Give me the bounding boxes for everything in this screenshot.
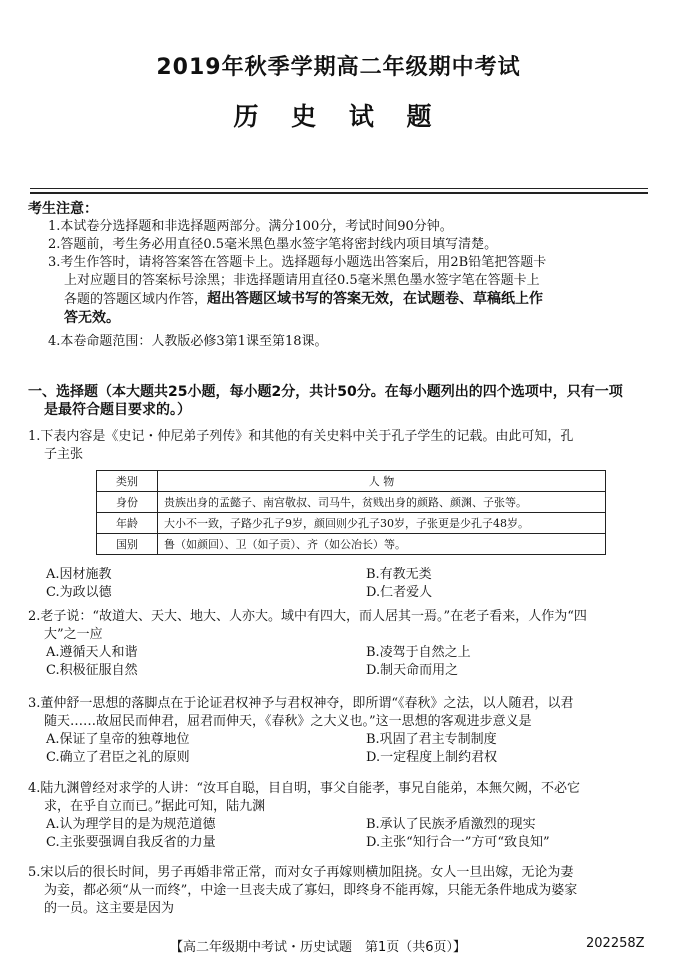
option: D.一定程度上制约君权 [366, 750, 498, 765]
question-stem: 5.宋以后的很长时间，男子再婚非常正常，而对女子再嫁则横加阻挠。女人一旦出嫁，无论为妻 [28, 865, 574, 880]
table-cell: 鲁（如颜回）、卫（如子贡）、齐（如公冶长）等。 [158, 534, 606, 555]
divider-thin [30, 188, 648, 189]
notice-item-cont [28, 290, 653, 309]
table-cell: 国别 [97, 534, 158, 555]
question-stem: 求，在乎自立而已。”据此可知，陆九渊 [44, 799, 266, 814]
table-row [97, 513, 606, 534]
notice-emphasis: 超出答题区域书写的答案无效，在试题卷、草稿纸上作 [207, 291, 544, 307]
section-line: 是最符合题目要求的。） [44, 402, 191, 418]
table-cell: 年龄 [97, 513, 158, 534]
option: D.制天命而用之 [366, 663, 459, 678]
section-heading [28, 383, 653, 419]
question-4 [28, 780, 653, 852]
question-stem: 4.陆九渊曾经对求学的人讲：“汝耳自聪，目自明，事父自能孝，事兄自能弟，本無欠阙，不必它 [28, 781, 581, 796]
option: A.认为理学目的是为规范道德 [46, 817, 216, 832]
option: A.保证了皇帝的独尊地位 [46, 732, 190, 747]
option: C.积极征服自然 [46, 663, 138, 678]
question-2 [28, 608, 653, 680]
notice-item-cont: 上对应题目的答案标号涂黑；非选择题请用直径0.5毫米黑色墨水签字笔在答题卡上 [64, 273, 540, 288]
table-cell: 身份 [97, 492, 158, 513]
notice-item: 3.考生作答时，请将答案答在答题卡上。选择题每小题选出答案后，用2B铅笔把答题卡 [48, 255, 547, 270]
table-row [97, 534, 606, 555]
question-stem: 的一员。这主要是因为 [44, 901, 175, 916]
subject-title: 历 史 试 题 [233, 102, 444, 131]
question-stem: 大”之一应 [44, 627, 103, 642]
option: C.为政以德 [46, 585, 112, 600]
option: B.承认了民族矛盾激烈的现实 [366, 817, 536, 832]
notice-heading: 考生注意： [28, 201, 98, 217]
question-1 [28, 428, 653, 464]
divider-thick [30, 192, 648, 194]
table-cell: 大小不一致，子路少孔子9岁，颜回则少孔子30岁，子张更是少孔子48岁。 [158, 513, 606, 534]
table-cell: 贵族出身的孟懿子、南宫敬叔、司马牛，贫贱出身的颜路、颜渊、子张等。 [158, 492, 606, 513]
question-stem: 子主张 [44, 447, 84, 462]
option: B.凌驾于自然之上 [366, 645, 471, 660]
option: B.有教无类 [366, 567, 432, 582]
notice-section [28, 200, 653, 351]
option: C.确立了君臣之礼的原则 [46, 750, 190, 765]
question-1-options [28, 566, 653, 602]
notice-item: 2.答题前，考生务必用直径0.5毫米黑色墨水签字笔将密封线内项目填写清楚。 [48, 237, 498, 252]
table-header-cell: 人 物 [158, 471, 606, 492]
option: B.巩固了君主专制制度 [366, 732, 497, 747]
notice-item: 4.本卷命题范围：人教版必修3第1课至第18课。 [48, 334, 328, 349]
student-records-table [96, 470, 606, 555]
question-stem: 为妾，都必须“从一而终”，中途一旦丧夫成了寡妇，即终身不能再嫁，只能无条件地成为婆家 [44, 883, 578, 898]
table-row [97, 492, 606, 513]
notice-item: 1.本试卷分选择题和非选择题两部分。满分100分，考试时间90分钟。 [48, 219, 453, 234]
footer-code: 202258Z [586, 936, 645, 951]
footer-page-info: 【高二年级期中考试・历史试题 第1页（共6页）】 [170, 940, 467, 955]
question-5 [28, 864, 653, 918]
section-line: 一、选择题（本大题共25小题，每小题2分，共计50分。在每小题列出的四个选项中，只有一项 [28, 384, 623, 400]
option: A.遵循天人和谐 [46, 645, 138, 660]
notice-emphasis: 答无效。 [64, 310, 120, 326]
question-stem: 1.下表内容是《史记・仲尼弟子列传》和其他的有关史料中关于孔子学生的记载。由此可知，孔 [28, 429, 574, 444]
question-stem: 随天……故屈民而伸君，屈君而伸天，《春秋》之大义也。”这一思想的客观进步意义是 [44, 714, 532, 729]
question-stem: 2.老子说：“故道大、天大、地大、人亦大。域中有四大，而人居其一焉。”在老子看来，人作为“四 [28, 609, 587, 624]
option: C.主张要强调自我反省的力量 [46, 835, 216, 850]
exam-title: 2019年秋季学期高二年级期中考试 [156, 55, 521, 80]
question-3 [28, 695, 653, 767]
question-stem: 3.董仲舒一思想的落脚点在于论证君权神予与君权神夺，即所谓“《春秋》之法，以人随君，以君 [28, 696, 574, 711]
table-header-cell: 类别 [97, 471, 158, 492]
option: D.仁者爱人 [366, 585, 433, 600]
option: D.主张“知行合一”方可“致良知” [366, 835, 550, 850]
option: A.因材施教 [46, 567, 112, 582]
notice-text: 各题的答题区域内作答， [64, 292, 208, 307]
